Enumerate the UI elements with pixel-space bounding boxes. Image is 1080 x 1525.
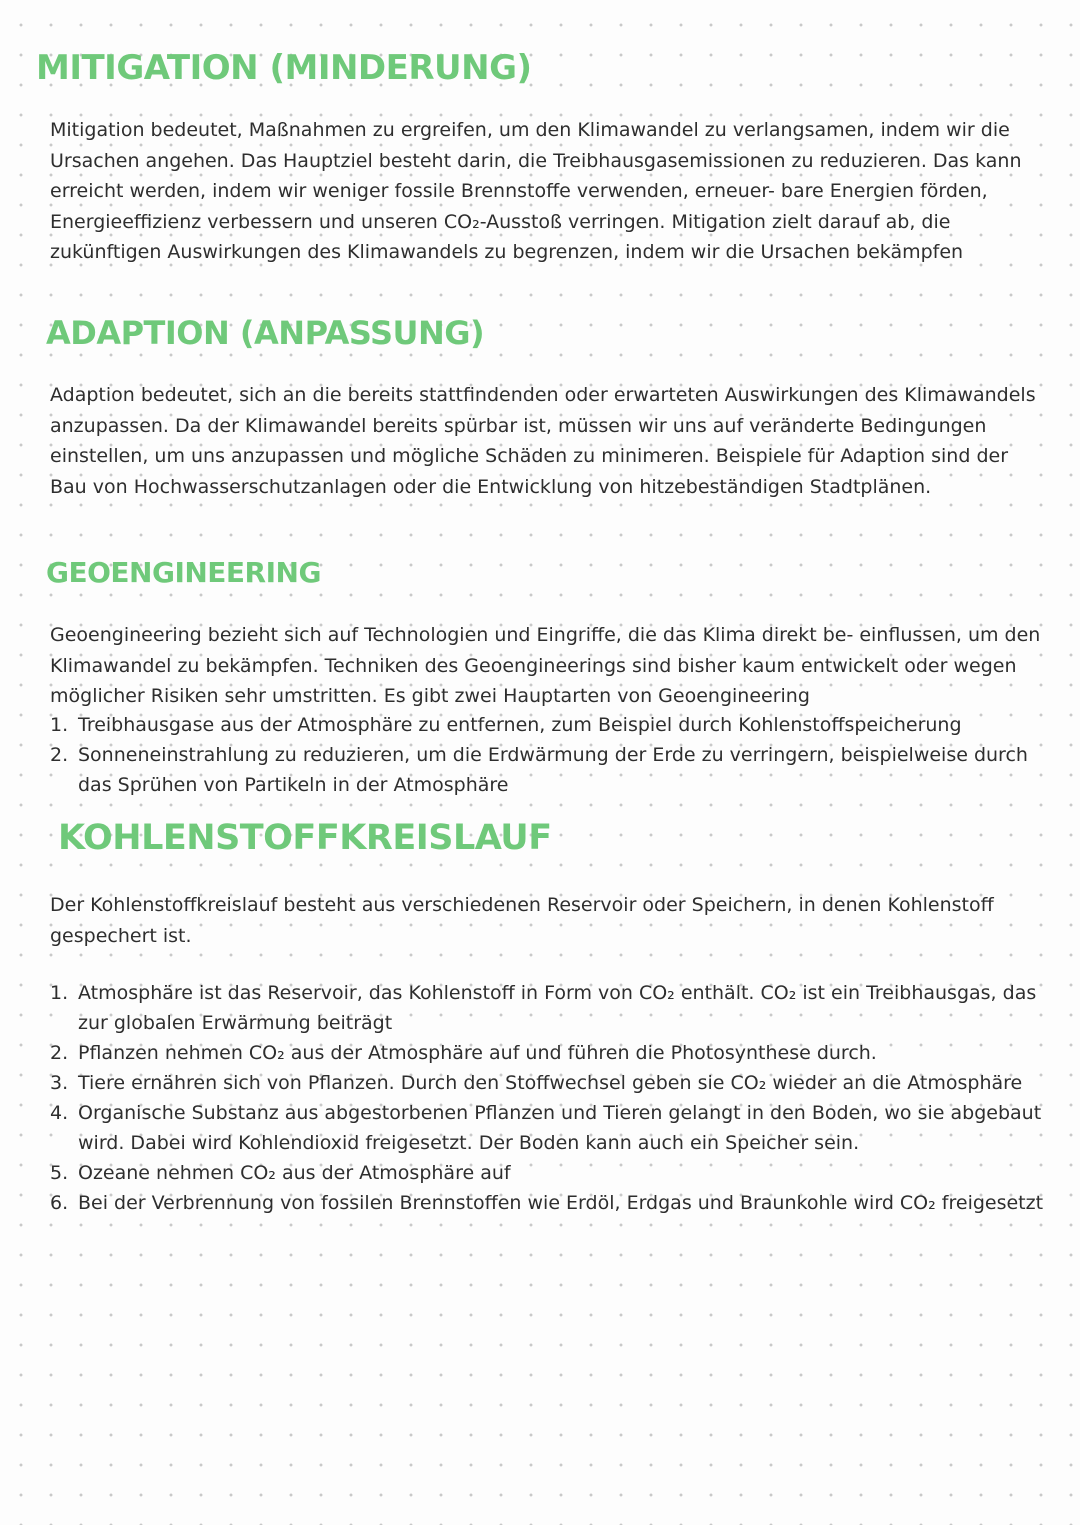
list-item-text: Tiere ernähren sich von Pflanzen. Durch den Stoffwechsel geben sie CO₂ wieder an die Atmosphäre: [78, 1072, 1023, 1094]
list-item-number: 2.: [50, 1042, 69, 1064]
list-item: [50, 1098, 1055, 1158]
list-item-number: 1.: [50, 982, 69, 1004]
list-item-text: Ozeane nehmen CO₂ aus der Atmosphäre auf: [78, 1162, 511, 1184]
heading-kohlenstoffkreislauf: KOHLENSTOFFKREISLAUF: [58, 818, 552, 858]
list-kohlenstoffkreislauf: [50, 978, 1055, 1218]
list-item: [50, 978, 1055, 1038]
list-geoengineering: [50, 710, 1055, 800]
list-item-number: 5.: [50, 1162, 69, 1184]
paragraph-kohlenstoffkreislauf: Der Kohlenstoffkreislauf besteht aus verschiedenen Reservoir oder Speichern, in denen Kohlenstoff gespechert ist.: [50, 894, 994, 947]
list-item: [50, 1188, 1055, 1218]
list-item: [50, 1068, 1055, 1098]
list-item-text: Treibhausgase aus der Atmosphäre zu entfernen, zum Beispiel durch Kohlenstoffspeicherung: [78, 714, 962, 736]
list-item-text: Atmosphäre ist das Reservoir, das Kohlenstoff in Form von CO₂ enthält. CO₂ ist ein Treibhausgas, das zur globalen Erwärmung beiträgt: [78, 982, 1037, 1034]
paragraph-geoengineering: Geoengineering bezieht sich auf Technologien und Eingriffe, die das Klima direkt be- einflussen, um den Klimawandel zu bekämpfen. Techniken des Geoengineerings sind bisher kaum entwickelt oder wegen möglicher Risiken sehr umstritten. Es gibt zwei Hauptarten von Geoengineering: [50, 624, 1041, 707]
list-item-number: 1.: [50, 714, 69, 736]
heading-mitigation: MITIGATION (MINDERUNG): [36, 48, 532, 88]
list-item: [50, 740, 1055, 800]
list-item: [50, 710, 1055, 740]
list-item-text: Organische Substanz aus abgestorbenen Pflanzen und Tieren gelangt in den Boden, wo sie abgebaut wird. Dabei wird Kohlendioxid freigesetzt. Der Boden kann auch ein Speicher sein.: [78, 1102, 1042, 1154]
list-item-text: Sonneneinstrahlung zu reduzieren, um die Erdwärmung der Erde zu verringern, beispielweise durch das Sprühen von Partikeln in der Atmosphäre: [78, 744, 1028, 796]
heading-geoengineering: GEOENGINEERING: [46, 556, 321, 589]
heading-adaption: ADAPTION (ANPASSUNG): [46, 314, 485, 352]
list-item-text: Pflanzen nehmen CO₂ aus der Atmosphäre auf und führen die Photosynthese durch.: [78, 1042, 877, 1064]
list-item-number: 2.: [50, 744, 69, 766]
list-item-text: Bei der Verbrennung von fossilen Brennstoffen wie Erdöl, Erdgas und Braunkohle wird CO₂ freigesetzt: [78, 1192, 1044, 1214]
list-item-number: 3.: [50, 1072, 69, 1094]
list-item-number: 6.: [50, 1192, 69, 1214]
paragraph-mitigation: Mitigation bedeutet, Maßnahmen zu ergreifen, um den Klimawandel zu verlangsamen, indem wir die Ursachen angehen. Das Hauptziel besteht darin, die Treibhausgasemissionen zu reduzieren. Das kann erreicht werden, indem wir weniger fossile Brennstoffe verwenden, erneuer- bare Energien förden, Energieeffizienz verbessern und unseren CO₂-Ausstoß verringen. Mitigation zielt darauf ab, die zukünftigen Auswirkungen des Klimawandels zu begrenzen, indem wir die Ursachen bekämpfen: [50, 119, 1022, 263]
list-item: [50, 1038, 1055, 1068]
list-item: [50, 1158, 1055, 1188]
paragraph-adaption: Adaption bedeutet, sich an die bereits stattfindenden oder erwarteten Auswirkungen des Klimawandels anzupassen. Da der Klimawandel bereits spürbar ist, müssen wir uns auf veränderte Bedingungen einstellen, um uns anzupassen und mögliche Schäden zu minimeren. Beispiele für Adaption sind der Bau von Hochwasserschutzanlagen oder die Entwicklung von hitzebeständigen Stadtplänen.: [50, 384, 1036, 498]
list-item-number: 4.: [50, 1102, 69, 1124]
